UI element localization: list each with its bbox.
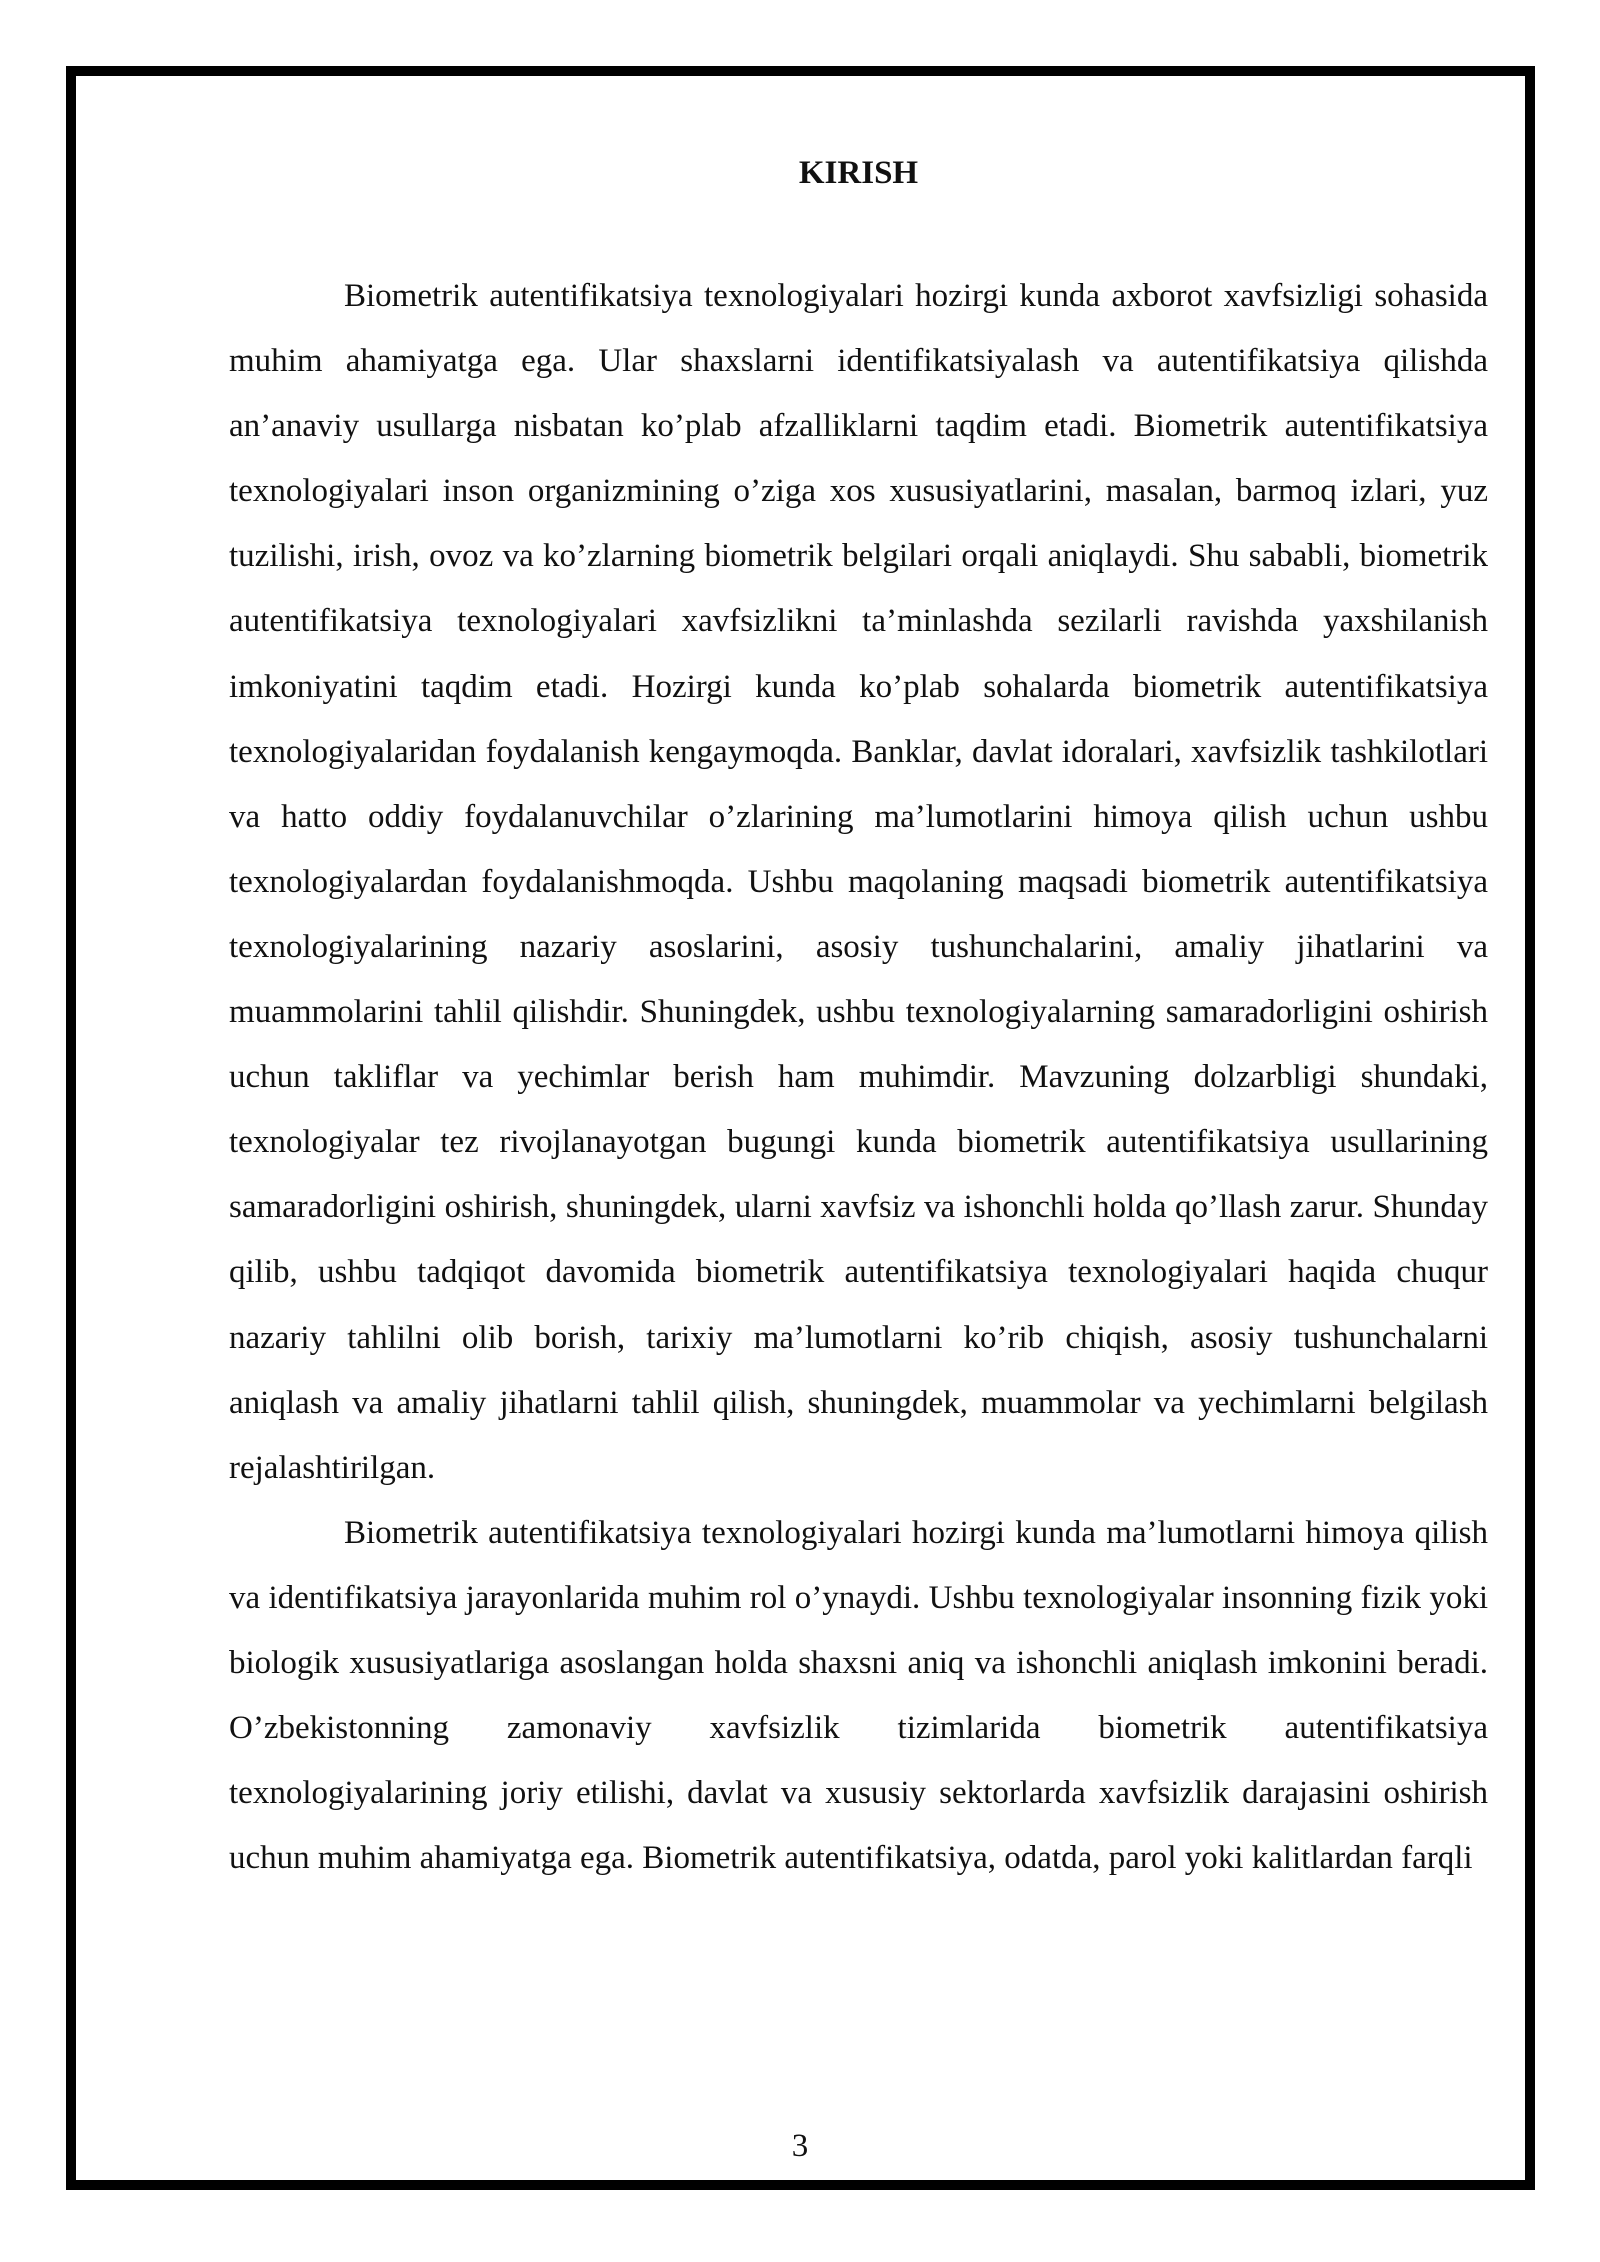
paragraph-2: Biometrik autentifikatsiya texnologiyalari hozirgi kunda ma’lumotlarni himoya qilish va identifikatsiya jarayonlarida muhim rol o’ynaydi. Ushbu texnologiyalar insonning fizik yoki biologik xususiyatlariga asoslangan holda shaxsni aniq va ishonchli aniqlash imkonini beradi. O’zbekistonning zamonaviy xavfsizlik tizimlarida biometrik autentifikatsiya texnologiyalarining joriy etilishi, davlat va xususiy sektorlarda xavfsizlik darajasini oshirish uchun muhim ahamiyatga ega. Biometrik autentifikatsiya, odatda, parol yoki kalitlardan farqli [229, 1514, 1488, 1877]
page-number: 3 [791, 2128, 809, 2164]
document-body [229, 150, 1488, 1891]
page-title: KIRISH [798, 155, 919, 191]
paragraph-1: Biometrik autentifikatsiya texnologiyalari hozirgi kunda axborot xavfsizligi sohasida muhim ahamiyatga ega. Ular shaxslarni identifikatsiyalash va autentifikatsiya qilishda an’anaviy usullarga nisbatan ko’plab afzalliklarni taqdim etadi. Biometrik autentifikatsiya texnologiyalari inson organizmining o’ziga xos xususiyatlarini, masalan, barmoq izlari, yuz tuzilishi, irish, ovoz va ko’zlarning biometrik belgilari orqali aniqlaydi. Shu sababli, biometrik autentifikatsiya texnologiyalari xavfsizlikni ta’minlashda sezilarli ravishda yaxshilanish imkoniyatini taqdim etadi. Hozirgi kunda ko’plab sohalarda biometrik autentifikatsiya texnologiyalaridan foydalanish kengaymoqda. Banklar, davlat idoralari, xavfsizlik tashkilotlari va hatto oddiy foydalanuvchilar o’zlarining ma’lumotlarini himoya qilish uchun ushbu texnologiyalardan foydalanishmoqda. Ushbu maqolaning maqsadi biometrik autentifikatsiya texnologiyalarining nazariy asoslarini, asosiy tushunchalarini, amaliy jihatlarini va muammolarini tahlil qilishdir. Shuningdek, ushbu texnologiyalarning samaradorligini oshirish uchun takliflar va yechimlar berish ham muhimdir. Mavzuning dolzarbligi shundaki, texnologiyalar tez rivojlanayotgan bugungi kunda biometrik autentifikatsiya usullarining samaradorligini oshirish, shuningdek, ularni xavfsiz va ishonchli holda qo’llash zarur. Shunday qilib, ushbu tadqiqot davomida biometrik autentifikatsiya texnologiyalari haqida chuqur nazariy tahlilni olib borish, tarixiy ma’lumotlarni ko’rib chiqish, asosiy tushunchalarni aniqlash va amaliy jihatlarni tahlil qilish, shuningdek, muammolar va yechimlarni belgilash rejalashtirilgan. [229, 278, 1488, 1486]
